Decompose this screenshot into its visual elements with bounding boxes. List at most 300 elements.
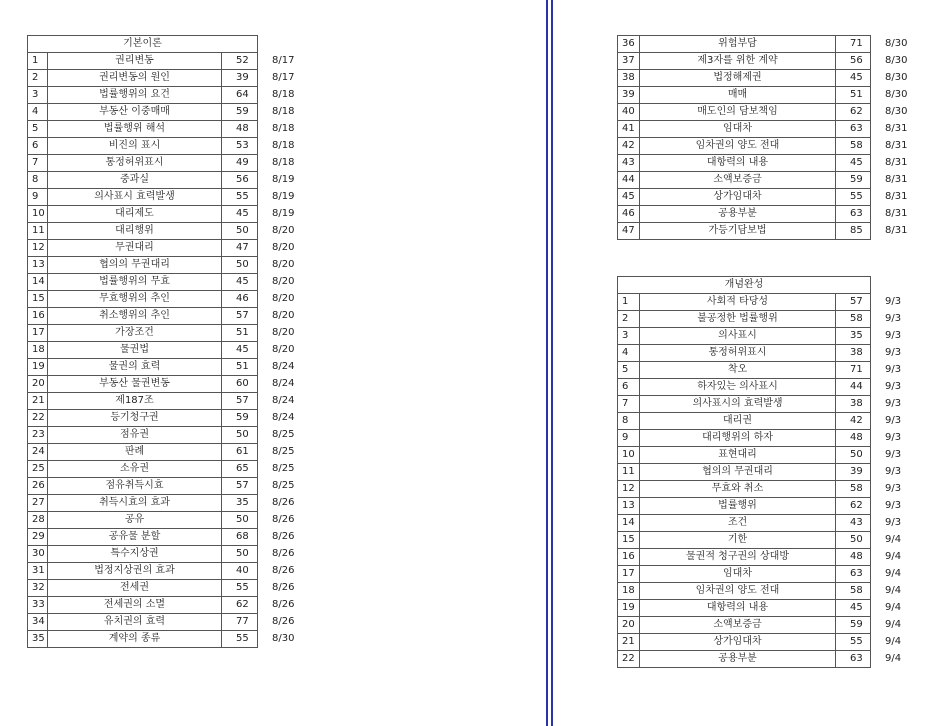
topic-name: 대리권 — [640, 413, 836, 430]
row-number: 34 — [28, 614, 48, 631]
table-row — [618, 36, 920, 53]
study-date: 8/20 — [272, 293, 295, 304]
row-number: 35 — [28, 631, 48, 648]
table-row — [618, 155, 920, 172]
study-date: 8/26 — [272, 497, 295, 508]
study-date: 8/31 — [885, 140, 908, 151]
row-number: 19 — [28, 359, 48, 376]
score-value: 59 — [222, 104, 258, 121]
title-row-spacer — [871, 277, 920, 294]
row-number: 3 — [618, 328, 640, 345]
row-number: 47 — [618, 223, 640, 240]
study-date: 8/26 — [272, 548, 295, 559]
topic-name: 공유 — [48, 512, 222, 529]
score-value: 58 — [836, 481, 871, 498]
table-row — [28, 427, 305, 444]
study-date: 8/18 — [272, 140, 295, 151]
study-date: 8/20 — [272, 310, 295, 321]
table-row — [28, 444, 305, 461]
score-value: 47 — [222, 240, 258, 257]
row-number: 6 — [28, 138, 48, 155]
table-title: 기본이론 — [28, 36, 258, 53]
table-row — [28, 512, 305, 529]
score-value: 85 — [836, 223, 871, 240]
table-row — [28, 376, 305, 393]
table-row — [618, 617, 920, 634]
topic-name: 상가임대차 — [640, 634, 836, 651]
topic-name: 부동산 이중매매 — [48, 104, 222, 121]
topic-name: 가장조건 — [48, 325, 222, 342]
topic-name: 불공정한 법률행위 — [640, 311, 836, 328]
study-date: 8/31 — [885, 174, 908, 185]
topic-name: 소액보증금 — [640, 617, 836, 634]
study-date: 8/19 — [272, 208, 295, 219]
score-value: 77 — [222, 614, 258, 631]
topic-name: 전세권의 소멸 — [48, 597, 222, 614]
topic-name: 점유권 — [48, 427, 222, 444]
study-date: 9/3 — [885, 415, 902, 426]
score-value: 45 — [222, 342, 258, 359]
row-number: 20 — [618, 617, 640, 634]
table-row — [618, 549, 920, 566]
row-number: 29 — [28, 529, 48, 546]
topic-name: 의사표시의 효력발생 — [640, 396, 836, 413]
topic-name: 위험부담 — [640, 36, 836, 53]
row-number: 5 — [618, 362, 640, 379]
score-value: 45 — [222, 206, 258, 223]
table-row — [28, 274, 305, 291]
study-date: 9/3 — [885, 364, 902, 375]
score-value: 57 — [222, 478, 258, 495]
row-number: 9 — [28, 189, 48, 206]
table-row — [618, 583, 920, 600]
title-row-spacer — [258, 36, 305, 53]
topic-name: 통정허위표시 — [48, 155, 222, 172]
score-value: 62 — [836, 498, 871, 515]
table-row — [28, 138, 305, 155]
study-date: 9/4 — [885, 619, 902, 630]
table-row — [618, 566, 920, 583]
topic-name: 표현대리 — [640, 447, 836, 464]
row-number: 22 — [618, 651, 640, 668]
table-row — [28, 155, 305, 172]
score-value: 60 — [222, 376, 258, 393]
study-date: 8/31 — [885, 191, 908, 202]
score-value: 62 — [222, 597, 258, 614]
topic-name: 의사표시 효력발생 — [48, 189, 222, 206]
score-value: 50 — [222, 257, 258, 274]
row-number: 15 — [618, 532, 640, 549]
score-value: 55 — [222, 189, 258, 206]
topic-name: 법정해제권 — [640, 70, 836, 87]
study-date: 8/18 — [272, 106, 295, 117]
study-date: 9/4 — [885, 636, 902, 647]
table-row — [28, 461, 305, 478]
score-value: 50 — [222, 223, 258, 240]
study-date: 8/25 — [272, 480, 295, 491]
table-row — [618, 413, 920, 430]
study-date: 8/30 — [272, 633, 295, 644]
score-value: 38 — [836, 345, 871, 362]
study-date: 8/18 — [272, 157, 295, 168]
table-row — [28, 393, 305, 410]
table-row — [618, 206, 920, 223]
table-row — [28, 206, 305, 223]
table-row — [28, 240, 305, 257]
row-number: 25 — [28, 461, 48, 478]
table-row — [618, 600, 920, 617]
topic-name: 비진의 표시 — [48, 138, 222, 155]
row-number: 45 — [618, 189, 640, 206]
score-value: 43 — [836, 515, 871, 532]
study-date: 8/26 — [272, 582, 295, 593]
table-row — [28, 104, 305, 121]
score-value: 57 — [222, 393, 258, 410]
row-number: 18 — [618, 583, 640, 600]
score-value: 45 — [836, 70, 871, 87]
study-date: 9/3 — [885, 330, 902, 341]
table-row — [618, 345, 920, 362]
topic-name: 대항력의 내용 — [640, 600, 836, 617]
study-date: 8/26 — [272, 531, 295, 542]
topic-name: 점유취득시효 — [48, 478, 222, 495]
topic-name: 협의의 무권대리 — [48, 257, 222, 274]
table-row — [28, 563, 305, 580]
topic-name: 물권적 청구권의 상대방 — [640, 549, 836, 566]
table-row — [618, 379, 920, 396]
score-value: 46 — [222, 291, 258, 308]
study-date: 8/25 — [272, 446, 295, 457]
table-row — [28, 614, 305, 631]
row-number: 27 — [28, 495, 48, 512]
score-value: 39 — [222, 70, 258, 87]
row-number: 31 — [28, 563, 48, 580]
table-row — [28, 189, 305, 206]
table-row — [28, 70, 305, 87]
score-value: 59 — [836, 172, 871, 189]
study-date: 8/30 — [885, 89, 908, 100]
topic-name: 계약의 종류 — [48, 631, 222, 648]
table-title-row — [28, 36, 305, 53]
score-value: 59 — [222, 410, 258, 427]
topic-name: 대리행위의 하자 — [640, 430, 836, 447]
score-value: 51 — [222, 359, 258, 376]
row-number: 43 — [618, 155, 640, 172]
table-row — [618, 294, 920, 311]
row-number: 32 — [28, 580, 48, 597]
row-number: 10 — [28, 206, 48, 223]
topic-name: 법률행위 해석 — [48, 121, 222, 138]
score-value: 39 — [836, 464, 871, 481]
topic-name: 소액보증금 — [640, 172, 836, 189]
study-date: 9/4 — [885, 585, 902, 596]
score-value: 64 — [222, 87, 258, 104]
row-number: 24 — [28, 444, 48, 461]
topic-name: 공용부분 — [640, 206, 836, 223]
topic-name: 권리변동의 원인 — [48, 70, 222, 87]
row-number: 6 — [618, 379, 640, 396]
table-row — [618, 481, 920, 498]
study-date: 8/31 — [885, 123, 908, 134]
table-row — [28, 597, 305, 614]
row-number: 8 — [618, 413, 640, 430]
score-value: 50 — [222, 427, 258, 444]
row-number: 7 — [28, 155, 48, 172]
row-number: 7 — [618, 396, 640, 413]
basic-theory-table — [27, 35, 305, 648]
score-value: 35 — [222, 495, 258, 512]
study-date: 9/3 — [885, 517, 902, 528]
row-number: 40 — [618, 104, 640, 121]
study-date: 8/24 — [272, 361, 295, 372]
row-number: 11 — [28, 223, 48, 240]
score-value: 51 — [836, 87, 871, 104]
topic-name: 법률행위의 무효 — [48, 274, 222, 291]
row-number: 21 — [28, 393, 48, 410]
table-row — [28, 87, 305, 104]
score-value: 57 — [836, 294, 871, 311]
row-number: 1 — [618, 294, 640, 311]
topic-name: 취득시효의 효과 — [48, 495, 222, 512]
topic-name: 사회적 타당성 — [640, 294, 836, 311]
topic-name: 소유권 — [48, 461, 222, 478]
row-number: 22 — [28, 410, 48, 427]
study-date: 9/3 — [885, 398, 902, 409]
row-number: 19 — [618, 600, 640, 617]
score-value: 68 — [222, 529, 258, 546]
topic-name: 판례 — [48, 444, 222, 461]
row-number: 36 — [618, 36, 640, 53]
table-row — [28, 631, 305, 648]
table-title: 개념완성 — [618, 277, 871, 294]
study-date: 8/26 — [272, 616, 295, 627]
table-row — [618, 515, 920, 532]
study-date: 8/31 — [885, 208, 908, 219]
table-row — [28, 342, 305, 359]
score-value: 63 — [836, 121, 871, 138]
topic-name: 의사표시 — [640, 328, 836, 345]
topic-name: 매매 — [640, 87, 836, 104]
table-row — [28, 291, 305, 308]
row-number: 26 — [28, 478, 48, 495]
score-value: 48 — [836, 549, 871, 566]
topic-name: 무효행위의 추인 — [48, 291, 222, 308]
table-row — [28, 410, 305, 427]
study-date: 8/20 — [272, 344, 295, 355]
score-value: 58 — [836, 311, 871, 328]
score-value: 61 — [222, 444, 258, 461]
row-number: 12 — [28, 240, 48, 257]
row-number: 4 — [618, 345, 640, 362]
row-number: 41 — [618, 121, 640, 138]
topic-name: 대리행위 — [48, 223, 222, 240]
row-number: 10 — [618, 447, 640, 464]
table-row — [618, 464, 920, 481]
study-date: 9/3 — [885, 449, 902, 460]
row-number: 5 — [28, 121, 48, 138]
table-row — [28, 53, 305, 70]
row-number: 14 — [28, 274, 48, 291]
score-value: 62 — [836, 104, 871, 121]
table-row — [28, 223, 305, 240]
topic-name: 유치권의 효력 — [48, 614, 222, 631]
row-number: 33 — [28, 597, 48, 614]
topic-name: 법률행위 — [640, 498, 836, 515]
table-row — [28, 580, 305, 597]
score-value: 48 — [836, 430, 871, 447]
study-date: 8/30 — [885, 72, 908, 83]
study-date: 8/20 — [272, 327, 295, 338]
row-number: 13 — [618, 498, 640, 515]
row-number: 16 — [28, 308, 48, 325]
table-row — [618, 634, 920, 651]
score-value: 53 — [222, 138, 258, 155]
topic-name: 가등기담보법 — [640, 223, 836, 240]
topic-name: 무효와 취소 — [640, 481, 836, 498]
topic-name: 착오 — [640, 362, 836, 379]
row-number: 20 — [28, 376, 48, 393]
study-date: 9/3 — [885, 313, 902, 324]
score-value: 49 — [222, 155, 258, 172]
topic-name: 전세권 — [48, 580, 222, 597]
row-number: 1 — [28, 53, 48, 70]
topic-name: 임대차 — [640, 566, 836, 583]
row-number: 17 — [618, 566, 640, 583]
row-number: 42 — [618, 138, 640, 155]
row-number: 23 — [28, 427, 48, 444]
table-row — [618, 223, 920, 240]
score-value: 55 — [222, 631, 258, 648]
topic-name: 매도인의 담보책임 — [640, 104, 836, 121]
study-date: 8/19 — [272, 174, 295, 185]
study-date: 9/4 — [885, 568, 902, 579]
table-row — [618, 189, 920, 206]
study-date: 8/24 — [272, 378, 295, 389]
score-value: 51 — [222, 325, 258, 342]
table-row — [618, 104, 920, 121]
row-number: 3 — [28, 87, 48, 104]
topic-name: 제3자를 위한 계약 — [640, 53, 836, 70]
topic-name: 특수지상권 — [48, 546, 222, 563]
row-number: 15 — [28, 291, 48, 308]
score-value: 65 — [222, 461, 258, 478]
table-row — [618, 172, 920, 189]
row-number: 8 — [28, 172, 48, 189]
study-date: 8/20 — [272, 259, 295, 270]
topic-name: 조건 — [640, 515, 836, 532]
row-number: 37 — [618, 53, 640, 70]
topic-name: 협의의 무권대리 — [640, 464, 836, 481]
topic-name: 부동산 물권변동 — [48, 376, 222, 393]
score-value: 57 — [222, 308, 258, 325]
score-value: 56 — [836, 53, 871, 70]
topic-name: 공유물 분할 — [48, 529, 222, 546]
table-title-row — [618, 277, 920, 294]
study-date: 8/30 — [885, 106, 908, 117]
study-date: 8/31 — [885, 225, 908, 236]
table-row — [28, 359, 305, 376]
study-date: 9/3 — [885, 466, 902, 477]
table-row — [28, 121, 305, 138]
row-number: 28 — [28, 512, 48, 529]
topic-name: 하자있는 의사표시 — [640, 379, 836, 396]
score-value: 55 — [222, 580, 258, 597]
topic-name: 임차권의 양도 전대 — [640, 583, 836, 600]
study-date: 8/26 — [272, 565, 295, 576]
study-date: 8/26 — [272, 514, 295, 525]
table-row — [28, 495, 305, 512]
topic-name: 등기청구권 — [48, 410, 222, 427]
row-number: 38 — [618, 70, 640, 87]
row-number: 46 — [618, 206, 640, 223]
study-date: 8/20 — [272, 276, 295, 287]
basic-theory-table-continued — [617, 35, 920, 240]
score-value: 48 — [222, 121, 258, 138]
score-value: 45 — [836, 600, 871, 617]
table-row — [28, 172, 305, 189]
topic-name: 법정지상권의 효과 — [48, 563, 222, 580]
study-date: 8/24 — [272, 395, 295, 406]
table-row — [618, 447, 920, 464]
topic-name: 무권대리 — [48, 240, 222, 257]
study-date: 9/4 — [885, 653, 902, 664]
score-value: 45 — [222, 274, 258, 291]
row-number: 16 — [618, 549, 640, 566]
score-value: 71 — [836, 362, 871, 379]
study-date: 8/25 — [272, 463, 295, 474]
topic-name: 공용부분 — [640, 651, 836, 668]
table-row — [618, 430, 920, 447]
study-date: 9/3 — [885, 483, 902, 494]
topic-name: 상가임대차 — [640, 189, 836, 206]
score-value: 50 — [836, 532, 871, 549]
row-number: 21 — [618, 634, 640, 651]
score-value: 42 — [836, 413, 871, 430]
study-date: 8/30 — [885, 55, 908, 66]
topic-name: 권리변동 — [48, 53, 222, 70]
score-value: 63 — [836, 566, 871, 583]
table-row — [28, 325, 305, 342]
study-date: 8/18 — [272, 89, 295, 100]
study-date: 8/17 — [272, 72, 295, 83]
score-value: 63 — [836, 206, 871, 223]
study-date: 9/4 — [885, 534, 902, 545]
row-number: 44 — [618, 172, 640, 189]
study-date: 9/3 — [885, 500, 902, 511]
topic-name: 물권의 효력 — [48, 359, 222, 376]
topic-name: 임차권의 양도 전대 — [640, 138, 836, 155]
score-value: 50 — [836, 447, 871, 464]
score-value: 63 — [836, 651, 871, 668]
study-date: 9/3 — [885, 432, 902, 443]
row-number: 2 — [618, 311, 640, 328]
table-row — [28, 529, 305, 546]
score-value: 52 — [222, 53, 258, 70]
score-value: 44 — [836, 379, 871, 396]
table-row — [618, 121, 920, 138]
row-number: 2 — [28, 70, 48, 87]
table-row — [618, 53, 920, 70]
score-value: 50 — [222, 512, 258, 529]
score-value: 59 — [836, 617, 871, 634]
topic-name: 물권법 — [48, 342, 222, 359]
topic-name: 중과실 — [48, 172, 222, 189]
score-value: 58 — [836, 138, 871, 155]
study-date: 8/20 — [272, 242, 295, 253]
study-date: 8/24 — [272, 412, 295, 423]
topic-name: 대항력의 내용 — [640, 155, 836, 172]
study-date: 9/3 — [885, 347, 902, 358]
